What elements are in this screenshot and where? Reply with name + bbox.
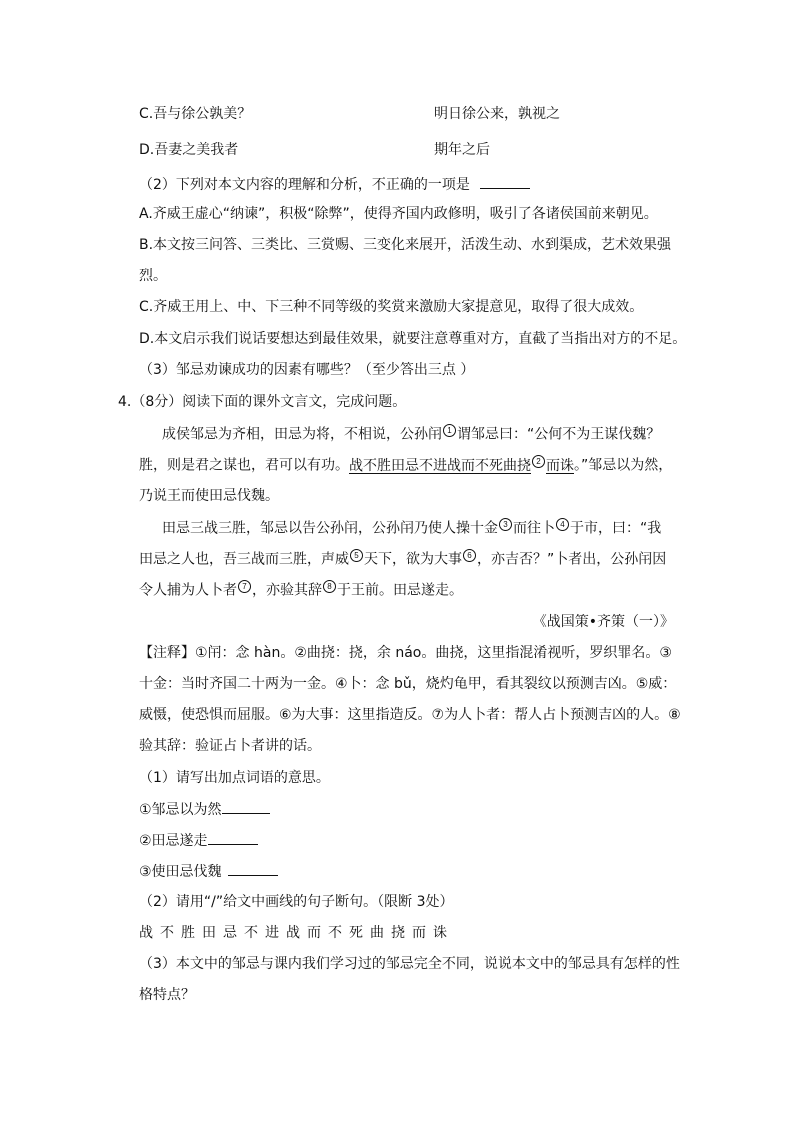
passage-p1-line3: 乃说王而使田忌伐魏。 (139, 488, 279, 504)
choice-d: D.本文启示我们说话要想达到最佳效果，就要注意尊重对方，直截了当指出对方的不足。 (139, 331, 687, 347)
subquestion-2: （2）请用“/”给文中画线的句子断句。（限断 3处） (139, 894, 454, 910)
text: 而诛 (546, 457, 574, 474)
question-4-heading: 4.（8分）阅读下面的课外文言文，完成问题。 (118, 394, 407, 410)
answer-blank[interactable] (480, 174, 530, 189)
option-c-left: C.吾与徐公孰美？ (139, 106, 252, 122)
passage-p2-line3 (139, 580, 463, 601)
text: ，亦吉否？”卜者出，公孙闬因 (477, 551, 667, 568)
text: 谓邹忌曰：“公何不为王谋伐魏？ (457, 426, 661, 443)
notes-line2: 十金：当时齐国二十两为一金。④卜：念 bǔ，烧灼龟甲，看其裂纹以预测吉凶。⑤威： (139, 676, 677, 692)
text: ①邹忌以为然 (139, 802, 222, 818)
choice-c: C.齐威王用上、中、下三种不同等级的奖赏来激励大家提意见，取得了很大成效。 (139, 299, 644, 315)
subquestion-1: （1）请写出加点词语的意思。 (139, 770, 330, 786)
text: ③使田忌伐魏 (139, 864, 222, 880)
text: 于王前。田忌遂走。 (337, 582, 463, 599)
passage-p2-line2 (139, 549, 666, 570)
footnote-marker-5: 5 (350, 549, 363, 562)
passage-p1-line2 (139, 455, 672, 476)
footnote-marker-6: 6 (463, 549, 476, 562)
footnote-marker-1: 1 (443, 424, 456, 437)
footnote-marker-7: 7 (238, 580, 251, 593)
passage-source: 《战国策•齐策（一）》 (532, 614, 674, 630)
text: 天下，欲为大事 (364, 551, 462, 568)
notes-line3: 威慑，使恐惧而屈服。⑥为大事：这里指造反。⑦为人卜者：帮人占卜预测吉凶的人。⑧ (139, 707, 681, 723)
text: 而往卜 (513, 520, 555, 537)
subquestion-1-item-3 (139, 861, 278, 882)
text: 胜，则是君之谋也，君可以有功。 (139, 457, 349, 474)
footnote-marker-4: 4 (556, 518, 569, 531)
question-3-3: （3）邹忌劝谏成功的因素有哪些？（至少答出三点 ） (139, 362, 475, 378)
subquestion-3-line1: （3）本文中的邹忌与课内我们学习过的邹忌完全不同，说说本文中的邹忌具有怎样的性 (139, 956, 680, 972)
option-c-right: 明日徐公来，孰视之 (434, 106, 560, 122)
footnote-marker-8: 8 (323, 580, 336, 593)
text: 令人捕为人卜者 (139, 582, 237, 599)
footnote-marker-2: 2 (532, 455, 545, 468)
text: 田忌之人也，吾三战而三胜，声威 (139, 551, 349, 568)
notes-line1: 【注释】①闬：念 hàn。②曲挠：挠，余 náo。曲挠，这里指混淆视听，罗织罪名。③ (139, 645, 672, 661)
subquestion-1-item-2 (139, 830, 258, 851)
text: 于市，曰：“我 (570, 520, 662, 537)
question-3-2-stem (139, 174, 530, 195)
footnote-marker-3: 3 (499, 518, 512, 531)
text: ②田忌遂走 (139, 833, 208, 849)
choice-a: A.齐威王虚心“纳谏”，积极“除弊”，使得齐国内政修明，吸引了各诸侯国前来朝见。 (139, 206, 658, 222)
subquestion-2-sentence: 战不胜田忌不进战而不死曲挠而诛 (139, 925, 454, 941)
text: 田忌三战三胜，邹忌以告公孙闬，公孙闬乃使人操十金 (162, 520, 498, 537)
answer-blank[interactable] (228, 861, 278, 876)
text: ，亦验其辞 (252, 582, 322, 599)
choice-b-line1: B.本文按三问答、三类比、三赏赐、三变化来展开，活泼生动、水到渠成，艺术效果强 (139, 237, 672, 253)
subquestion-1-item-1 (139, 799, 270, 820)
text: 成侯邹忌为齐相，田忌为将，不相说，公孙闬 (162, 426, 442, 443)
text: 。”邹忌以为然， (574, 457, 673, 474)
text: 战不胜田忌不进战而不死曲挠 (349, 457, 531, 474)
underlined-sentence (349, 458, 574, 474)
subquestion-3-line2: 格特点？ (139, 987, 195, 1003)
answer-blank[interactable] (222, 799, 270, 814)
passage-p1-line1 (162, 424, 660, 445)
option-d-right: 期年之后 (434, 142, 490, 158)
choice-b-line2: 烈。 (139, 268, 167, 284)
stem-text: （2）下列对本文内容的理解和分析，不正确的一项是 (139, 177, 470, 193)
answer-blank[interactable] (208, 830, 258, 845)
notes-line4: 验其辞：验证占卜者讲的话。 (139, 738, 321, 754)
passage-p2-line1 (162, 518, 661, 539)
option-d-left: D.吾妻之美我者 (139, 142, 239, 158)
